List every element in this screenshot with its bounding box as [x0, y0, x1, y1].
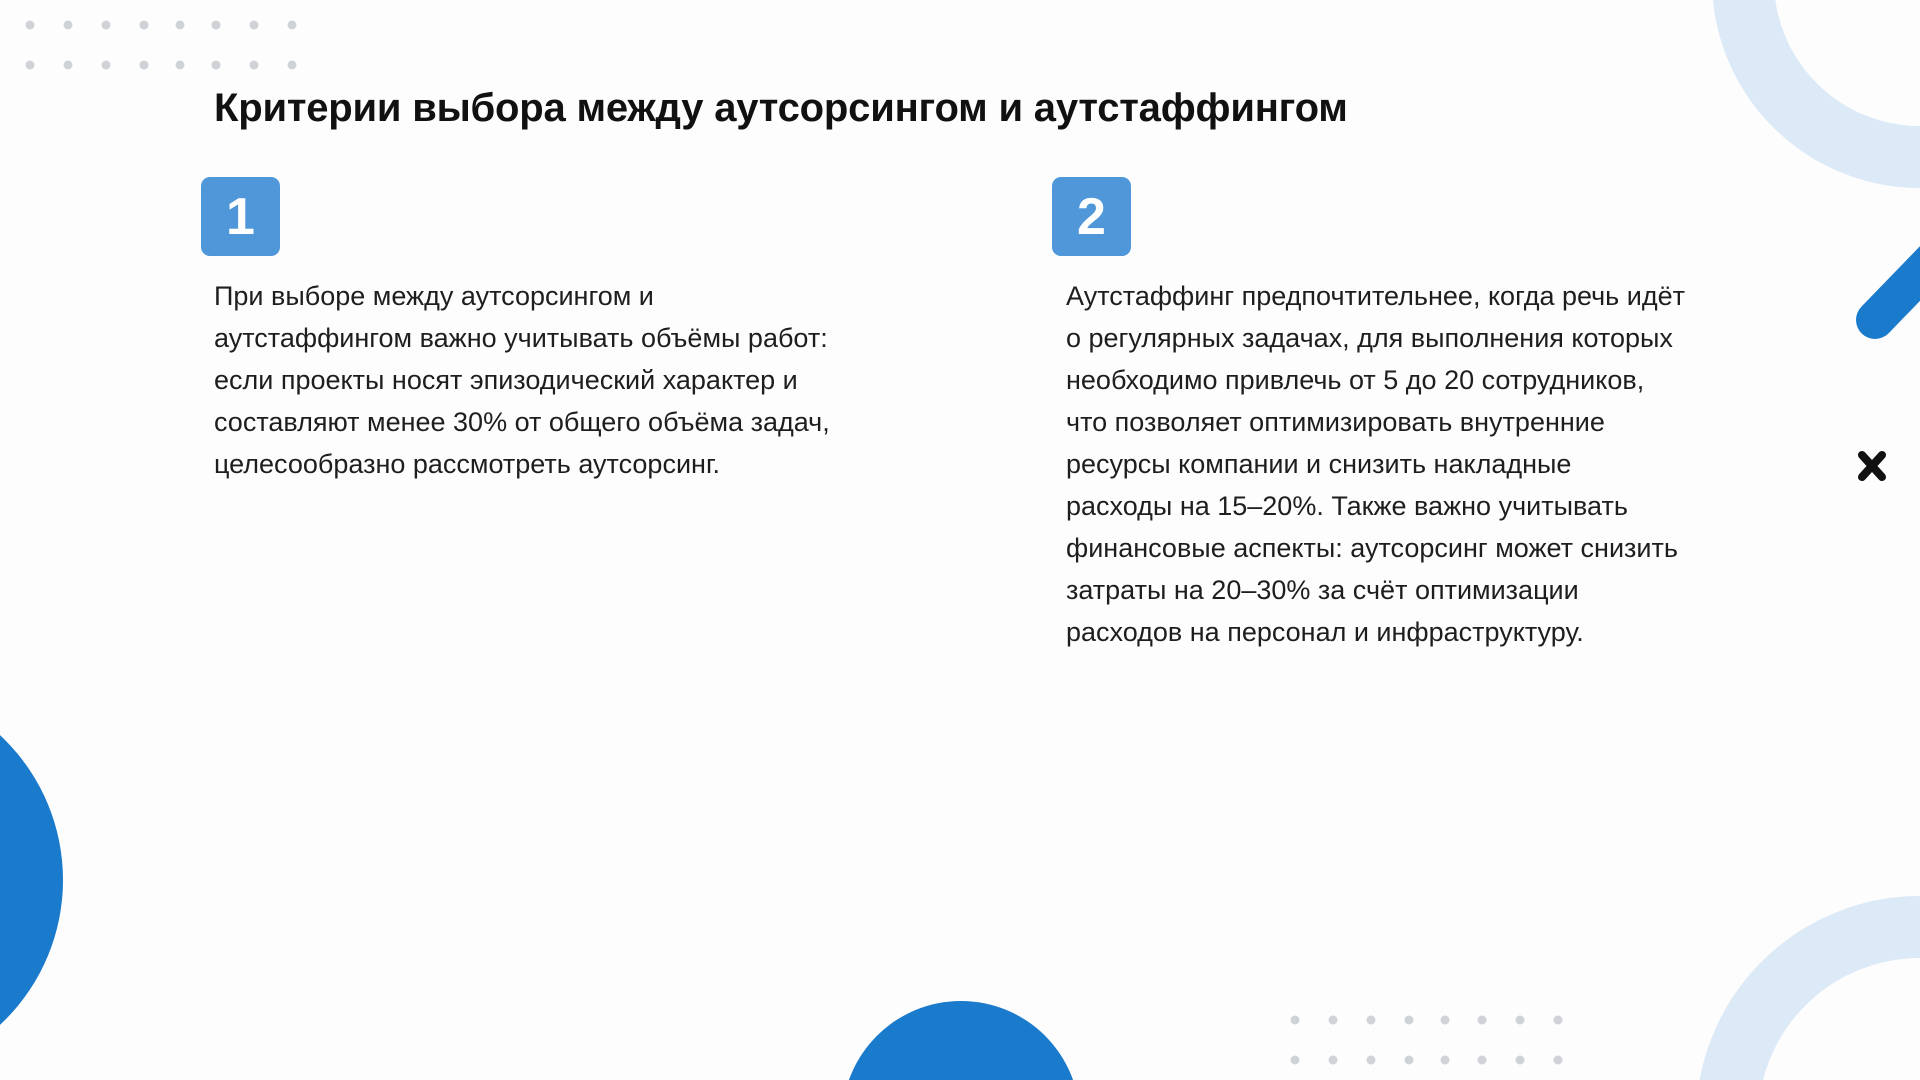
number-badge-1: 1	[201, 177, 280, 256]
text-line: составляют менее 30% от общего объёма задач,	[214, 407, 830, 437]
text-line: если проекты носят эпизодический характер и	[214, 365, 798, 395]
text-line: о регулярных задачах, для выполнения которых	[1066, 323, 1673, 353]
column-1-text	[214, 275, 854, 485]
slide-title: Критерии выбора между аутсорсингом и аутстаффингом	[214, 86, 1348, 130]
text-line: Аутстаффинг предпочтительнее, когда речь идёт	[1066, 281, 1685, 311]
circle-bottom-center	[842, 1001, 1080, 1080]
text-line: расходов на персонал и инфраструктуру.	[1066, 617, 1584, 647]
text-line: финансовые аспекты: аутсорсинг может снизить	[1066, 533, 1678, 563]
text-line: При выборе между аутсорсингом и	[214, 281, 654, 311]
ring-top-right	[1743, 0, 1920, 157]
text-line: ресурсы компании и снизить накладные	[1066, 449, 1572, 479]
dot-grid-top-left	[26, 21, 297, 70]
text-line: необходимо привлечь от 5 до 20 сотрудников,	[1066, 365, 1645, 395]
circle-left	[0, 682, 63, 1078]
text-line: затраты на 20–30% за счёт оптимизации	[1066, 575, 1579, 605]
text-line: расходы на 15–20%. Также важно учитывать	[1066, 491, 1628, 521]
close-icon	[1862, 455, 1882, 477]
number-badge-2: 2	[1052, 177, 1131, 256]
ring-bottom-right	[1727, 927, 1920, 1080]
dot-grid-bottom-right	[1291, 1016, 1563, 1065]
text-line: целесообразно рассмотреть аутсорсинг.	[214, 449, 720, 479]
column-2-text	[1066, 275, 1706, 653]
text-line: аутстаффингом важно учитывать объёмы работ:	[214, 323, 828, 353]
diagonal-stroke-right	[1875, 258, 1920, 320]
text-line: что позволяет оптимизировать внутренние	[1066, 407, 1605, 437]
